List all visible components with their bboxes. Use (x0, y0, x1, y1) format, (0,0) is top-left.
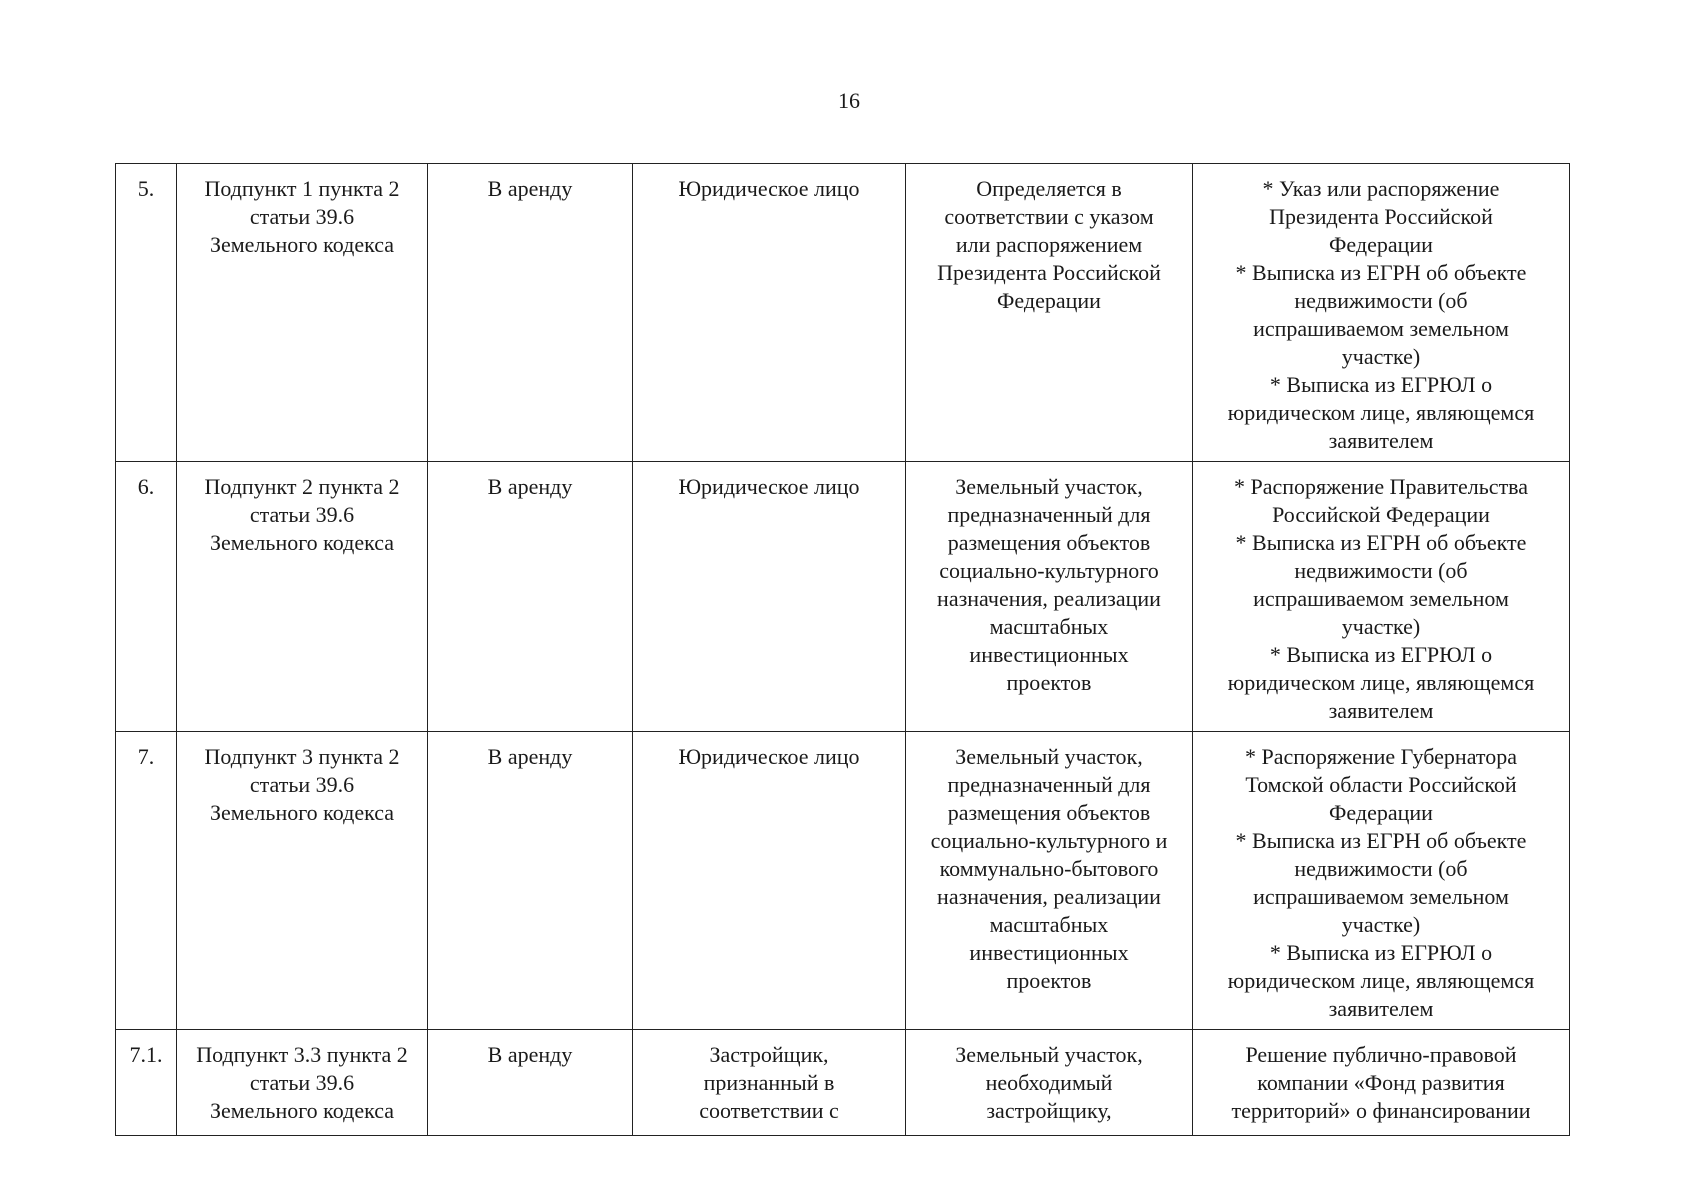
row-number-cell: 6. (116, 462, 177, 732)
right-type-cell: В аренду (428, 164, 633, 462)
right-type-cell: В аренду (428, 1030, 633, 1136)
table-row (116, 1030, 1570, 1136)
land-plot-cell: Земельный участок, предназначенный для размещения объектов социально-культурного и коммунально-бытового назначения, реализации масштабных инвестиционных проектов (906, 732, 1193, 1030)
table-row (116, 462, 1570, 732)
row-number-cell: 5. (116, 164, 177, 462)
documents-cell: * Распоряжение Губернатора Томской области Российской Федерации * Выписка из ЕГРН об объекте недвижимости (об испрашиваемом земельном участке) * Выписка из ЕГРЮЛ о юридическом лице, являющемся заявителем (1193, 732, 1570, 1030)
applicant-cell: Юридическое лицо (633, 164, 906, 462)
land-plot-cell: Земельный участок, необходимый застройщику, (906, 1030, 1193, 1136)
page-number: 16 (838, 88, 860, 113)
table-body (116, 164, 1570, 1136)
table-row (116, 732, 1570, 1030)
documents-cell: * Указ или распоряжение Президента Российской Федерации * Выписка из ЕГРН об объекте недвижимости (об испрашиваемом земельном участке) * Выписка из ЕГРЮЛ о юридическом лице, являющемся заявителем (1193, 164, 1570, 462)
row-number-cell: 7.1. (116, 1030, 177, 1136)
applicant-cell: Юридическое лицо (633, 732, 906, 1030)
land-plot-cell: Земельный участок, предназначенный для размещения объектов социально-культурного назначения, реализации масштабных инвестиционных проектов (906, 462, 1193, 732)
land-provision-table (115, 163, 1570, 1136)
applicant-cell: Юридическое лицо (633, 462, 906, 732)
legal-basis-cell: Подпункт 2 пункта 2 статьи 39.6 Земельного кодекса (177, 462, 428, 732)
legal-basis-cell: Подпункт 3 пункта 2 статьи 39.6 Земельного кодекса (177, 732, 428, 1030)
land-plot-cell: Определяется в соответствии с указом или распоряжением Президента Российской Федерации (906, 164, 1193, 462)
documents-cell: * Распоряжение Правительства Российской Федерации * Выписка из ЕГРН об объекте недвижимости (об испрашиваемом земельном участке) * Выписка из ЕГРЮЛ о юридическом лице, являющемся заявителем (1193, 462, 1570, 732)
legal-basis-cell: Подпункт 1 пункта 2 статьи 39.6 Земельного кодекса (177, 164, 428, 462)
row-number-cell: 7. (116, 732, 177, 1030)
table-row (116, 164, 1570, 462)
documents-cell: Решение публично-правовой компании «Фонд развития территорий» о финансировании (1193, 1030, 1570, 1136)
applicant-cell: Застройщик, признанный в соответствии с (633, 1030, 906, 1136)
right-type-cell: В аренду (428, 462, 633, 732)
legal-basis-cell: Подпункт 3.3 пункта 2 статьи 39.6 Земельного кодекса (177, 1030, 428, 1136)
right-type-cell: В аренду (428, 732, 633, 1030)
